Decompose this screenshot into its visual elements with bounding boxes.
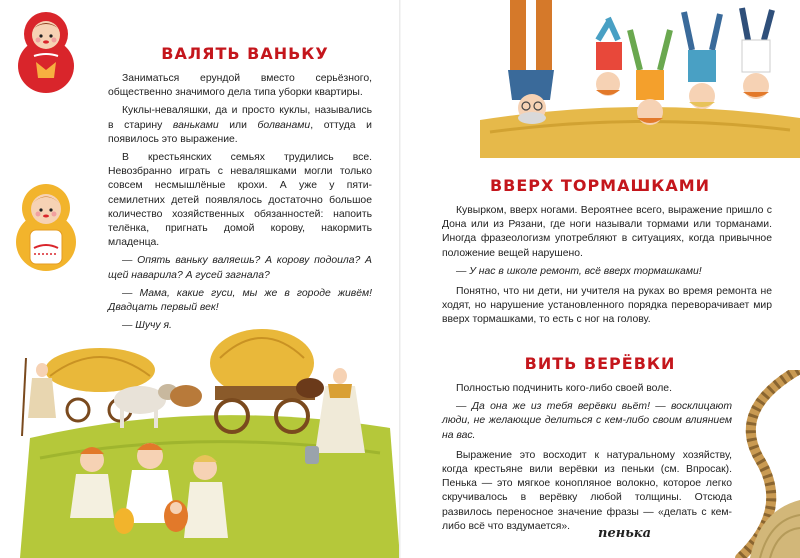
- dialogue-line: — Шучу я.: [122, 320, 172, 332]
- section-title-valyat-vanku: ВАЛЯТЬ ВАНЬКУ: [161, 44, 329, 63]
- right-text-block-1: [442, 204, 772, 332]
- definition: Полностью подчинить кого-либо своей воле.: [456, 383, 672, 394]
- section-title-vit-verevki: ВИТЬ ВЕРЁВКИ: [524, 354, 676, 373]
- nevalyashka-doll-top-icon: [14, 6, 78, 94]
- upside-down-kids-illustration: [480, 0, 800, 158]
- paragraph: Выражение это восходит к натуральному хозяйству, когда крестьяне вили верёвки из пеньки (см. Впросак). Пенька — это мягкое конопляное волокно, которое легко скручивалось в верёвку любой толщины. Отсюда развилось переносное значение фразы — «делать с кем-либо всё что вздумается».: [442, 449, 732, 532]
- left-text-block: [108, 72, 372, 337]
- hay-cart-illustration: [0, 318, 400, 558]
- dialogue-line: — Опять ваньку валяешь? А корову подоила? А щей наварила? А гусей загнала?: [108, 255, 372, 281]
- paragraph: Понятно, что ни дети, ни учителя на руках во время ремонта не ходят, но нарушение установленного порядка переворачивает мир вверх тормашками, то есть с ног на голову.: [442, 286, 772, 326]
- paragraph: Заниматься ерундой вместо серьёзного, общественно значимого дела типа уборки квартиры.: [108, 73, 372, 99]
- paragraph: В крестьянских семьях трудились все. Невозбранно играть с неваляшками могли только совсем несмышлёные крохи. А уже у пяти-семилетних детей появлялось достаточно большое количество хозяйственных обязанностей: напоить телёнка, пригнать домой корову, накормить младенца.: [108, 152, 372, 249]
- section-title-vverkh-tormashkami: ВВЕРХ ТОРМАШКАМИ: [489, 176, 711, 195]
- right-page: [400, 0, 800, 558]
- dialogue-line: — У нас в школе ремонт, всё вверх тормашками!: [456, 265, 702, 277]
- paragraph: Кувырком, вверх ногами. Вероятнее всего, выражение пришло с Дона или из Рязани, где ноги называли тормами или торманами. Иногда фразеологизм употребляют в ситуациях, когда привычное положение вещей нарушено.: [442, 205, 772, 259]
- nevalyashka-doll-bottom-icon: [12, 178, 80, 272]
- dialogue-line: — Да она же из тебя верёвки вьёт! — восклицают люди, не желающие делиться с кем-либо своим влиянием на вас.: [442, 401, 732, 441]
- dialogue-line: — Мама, какие гуси, мы же в городе живём! Двадцать первый век!: [108, 287, 372, 314]
- paragraph: Куклы-неваляшки, да и просто куклы, назывались в старину ваньками или болванами, оттуда и появилось это выражение.: [108, 105, 372, 145]
- hemp-label: пенька: [598, 526, 651, 541]
- rope-illustration: [670, 370, 800, 558]
